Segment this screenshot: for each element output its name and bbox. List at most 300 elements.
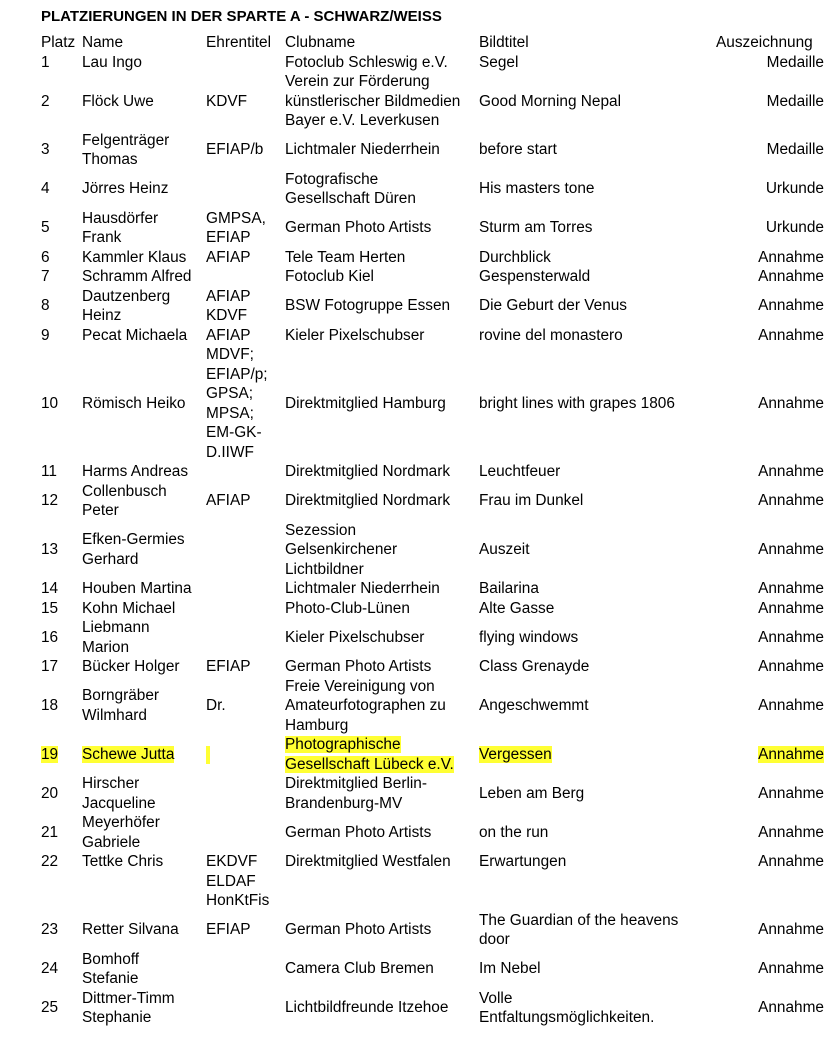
- table-row: [41, 53, 824, 73]
- cell-clubname-line: Brandenburg-MV: [285, 794, 403, 812]
- cell-name-line: Bomhoff: [82, 950, 140, 968]
- cell-bildtitel: [479, 482, 716, 521]
- cell-clubname-line: Fotografische: [285, 170, 379, 188]
- cell-ehrentitel: [206, 911, 285, 950]
- cell-clubname-line: Lichtmaler Niederrhein: [285, 141, 440, 159]
- cell-platz-text: 25: [41, 999, 59, 1017]
- cell-auszeichnung-text: Annahme: [758, 697, 824, 714]
- cell-auszeichnung-text: Annahme: [758, 658, 824, 675]
- cell-platz: [41, 735, 82, 774]
- table-row: [41, 774, 824, 813]
- cell-ehrentitel: [206, 267, 285, 287]
- cell-name-line: Peter: [82, 502, 119, 519]
- header-auszeichnung: Auszeichnung: [716, 34, 813, 51]
- cell-bildtitel-line: Im Nebel: [479, 960, 541, 978]
- cell-auszeichnung: [716, 657, 824, 677]
- cell-name: [82, 774, 206, 813]
- cell-name: [82, 618, 206, 657]
- cell-name: [82, 579, 206, 599]
- cell-clubname: [285, 950, 479, 989]
- cell-auszeichnung: [716, 72, 824, 131]
- cell-ehrentitel-line: AFIAP: [206, 326, 251, 344]
- cell-platz-text: 24: [41, 960, 59, 978]
- cell-platz: [41, 618, 82, 657]
- table-row: [41, 131, 824, 170]
- cell-bildtitel: [479, 911, 716, 950]
- cell-name-line: Pecat Michaela: [82, 326, 188, 344]
- cell-auszeichnung: [716, 482, 824, 521]
- page-title: PLATZIERUNGEN IN DER SPARTE A - SCHWARZ/WEISS: [41, 8, 442, 25]
- cell-platz-text: 18: [41, 697, 59, 714]
- cell-name-line: Wilmhard: [82, 706, 147, 724]
- cell-clubname-line: Lichtmaler Niederrhein: [285, 580, 440, 597]
- cell-name-line: Felgenträger: [82, 131, 170, 149]
- cell-ehrentitel-line: EM-GK-: [206, 424, 262, 441]
- cell-platz-text: 9: [41, 326, 50, 344]
- cell-bildtitel: [479, 521, 716, 580]
- cell-clubname: [285, 657, 479, 677]
- cell-bildtitel: [479, 267, 716, 287]
- cell-clubname-line: Photo-Club-Lünen: [285, 599, 410, 617]
- cell-platz: [41, 287, 82, 326]
- cell-ehrentitel-line: EFIAP: [206, 921, 251, 939]
- cell-bildtitel-line: Vergessen: [479, 745, 552, 763]
- table-row: [41, 326, 824, 346]
- table-row: [41, 618, 824, 657]
- cell-ehrentitel-line: Dr.: [206, 697, 226, 714]
- table-row: [41, 209, 824, 248]
- cell-auszeichnung: [716, 170, 824, 209]
- cell-auszeichnung: [716, 345, 824, 462]
- cell-name: [82, 248, 206, 268]
- cell-clubname-line: Kieler Pixelschubser: [285, 628, 425, 646]
- cell-name: [82, 345, 206, 462]
- table-row: [41, 170, 824, 209]
- cell-clubname: [285, 989, 479, 1028]
- table-row: [41, 657, 824, 677]
- cell-platz-text: 13: [41, 541, 59, 558]
- cell-name: [82, 267, 206, 287]
- cell-bildtitel-line: before start: [479, 141, 557, 159]
- cell-auszeichnung: [716, 989, 824, 1028]
- cell-auszeichnung: [716, 287, 824, 326]
- cell-platz: [41, 911, 82, 950]
- cell-bildtitel-line: His masters tone: [479, 180, 595, 198]
- cell-platz-text: 8: [41, 297, 50, 315]
- cell-auszeichnung: [716, 735, 824, 774]
- table-header-row: [41, 33, 824, 53]
- header-bildtitel: Bildtitel: [479, 34, 529, 51]
- cell-clubname-line: künstlerischer Bildmedien: [285, 92, 461, 110]
- table-body: [41, 53, 824, 1028]
- cell-platz-text: 5: [41, 219, 50, 237]
- cell-auszeichnung-text: Annahme: [758, 268, 824, 285]
- cell-clubname-line: Kieler Pixelschubser: [285, 326, 425, 344]
- cell-name-line: Schewe Jutta: [82, 745, 175, 763]
- cell-ehrentitel-line: AFIAP: [206, 248, 251, 266]
- cell-auszeichnung-text: Urkunde: [765, 219, 824, 237]
- cell-clubname-line: Bayer e.V. Leverkusen: [285, 112, 440, 129]
- cell-clubname: [285, 267, 479, 287]
- cell-name-line: Schramm Alfred: [82, 268, 192, 285]
- cell-name-line: Hausdörfer: [82, 209, 159, 227]
- cell-bildtitel-line: rovine del monastero: [479, 326, 623, 344]
- cell-name: [82, 657, 206, 677]
- cell-ehrentitel-line: AFIAP: [206, 287, 251, 305]
- cell-clubname-line: German Photo Artists: [285, 921, 432, 939]
- cell-name-line: Houben Martina: [82, 580, 192, 597]
- table-row: [41, 248, 824, 268]
- cell-bildtitel: [479, 326, 716, 346]
- cell-platz: [41, 209, 82, 248]
- cell-clubname: [285, 53, 479, 73]
- cell-ehrentitel-line: D.IIWF: [206, 443, 254, 461]
- cell-name: [82, 53, 206, 73]
- cell-ehrentitel: [206, 131, 285, 170]
- cell-platz: [41, 72, 82, 131]
- cell-name-line: Jacqueline: [82, 794, 156, 812]
- cell-bildtitel: [479, 599, 716, 619]
- cell-platz: [41, 345, 82, 462]
- cell-name: [82, 989, 206, 1028]
- cell-platz-text: 15: [41, 599, 59, 617]
- cell-bildtitel: [479, 618, 716, 657]
- cell-ehrentitel: [206, 345, 285, 462]
- cell-name-line: Jörres Heinz: [82, 180, 169, 198]
- cell-clubname: [285, 170, 479, 209]
- cell-auszeichnung: [716, 911, 824, 950]
- cell-auszeichnung-text: Annahme: [758, 463, 824, 480]
- cell-bildtitel: [479, 209, 716, 248]
- cell-clubname: [285, 579, 479, 599]
- cell-name: [82, 677, 206, 736]
- cell-ehrentitel: [206, 462, 285, 482]
- cell-bildtitel: [479, 131, 716, 170]
- table-row: [41, 482, 824, 521]
- cell-auszeichnung: [716, 521, 824, 580]
- cell-clubname-line: Camera Club Bremen: [285, 960, 434, 978]
- cell-bildtitel: [479, 53, 716, 73]
- cell-name-line: Collenbusch: [82, 482, 167, 500]
- header-clubname: Clubname: [285, 34, 356, 51]
- cell-auszeichnung-text: Annahme: [758, 853, 824, 870]
- cell-platz: [41, 482, 82, 521]
- cell-auszeichnung: [716, 267, 824, 287]
- cell-ehrentitel: [206, 209, 285, 248]
- cell-clubname-line: Fotoclub Kiel: [285, 268, 374, 285]
- cell-auszeichnung: [716, 774, 824, 813]
- table-row: [41, 911, 824, 950]
- cell-clubname: [285, 599, 479, 619]
- cell-name-line: Dittmer-Timm: [82, 989, 175, 1007]
- cell-auszeichnung: [716, 579, 824, 599]
- cell-name: [82, 813, 206, 852]
- cell-clubname-line: Amateurfotographen zu: [285, 697, 446, 714]
- cell-auszeichnung: [716, 53, 824, 73]
- cell-name-line: Römisch Heiko: [82, 394, 186, 412]
- cell-name: [82, 735, 206, 774]
- cell-ehrentitel-line: GPSA;: [206, 385, 254, 402]
- cell-clubname-line: Gelsenkirchener: [285, 541, 398, 558]
- cell-clubname-line: Direktmitglied Westfalen: [285, 853, 451, 870]
- cell-bildtitel: [479, 677, 716, 736]
- cell-clubname: [285, 911, 479, 950]
- cell-clubname-line: Gesellschaft Lübeck e.V.: [285, 755, 454, 773]
- cell-ehrentitel-line: AFIAP: [206, 492, 251, 510]
- cell-name: [82, 287, 206, 326]
- cell-platz: [41, 53, 82, 73]
- cell-ehrentitel-line: KDVF: [206, 92, 248, 110]
- cell-clubname-line: Sezession: [285, 521, 357, 539]
- cell-auszeichnung-text: Annahme: [758, 326, 824, 344]
- cell-ehrentitel: [206, 774, 285, 813]
- header-name: Name: [82, 34, 124, 51]
- cell-auszeichnung-text: Annahme: [758, 297, 824, 315]
- cell-ehrentitel-line: GMPSA,: [206, 209, 266, 227]
- cell-auszeichnung: [716, 618, 824, 657]
- cell-clubname: [285, 209, 479, 248]
- cell-bildtitel: [479, 989, 716, 1028]
- cell-clubname-line: Direktmitglied Berlin-: [285, 775, 427, 792]
- cell-platz: [41, 657, 82, 677]
- cell-ehrentitel: [206, 287, 285, 326]
- cell-name-line: Stefanie: [82, 970, 139, 987]
- cell-name-line: Gabriele: [82, 833, 141, 851]
- cell-auszeichnung-text: Annahme: [758, 999, 824, 1017]
- cell-name-line: Dautzenberg: [82, 287, 171, 305]
- cell-bildtitel-line: Auszeit: [479, 541, 530, 558]
- cell-platz: [41, 852, 82, 911]
- cell-bildtitel-line: flying windows: [479, 628, 579, 646]
- cell-clubname: [285, 677, 479, 736]
- cell-name: [82, 462, 206, 482]
- cell-ehrentitel: [206, 170, 285, 209]
- cell-bildtitel: [479, 852, 716, 911]
- cell-platz-text: 22: [41, 853, 59, 870]
- cell-platz-text: 16: [41, 628, 59, 646]
- cell-clubname: [285, 482, 479, 521]
- header-platz: Platz: [41, 34, 76, 51]
- cell-platz-text: 2: [41, 92, 50, 110]
- cell-platz-text: 11: [41, 463, 57, 480]
- cell-auszeichnung-text: Annahme: [758, 541, 824, 558]
- cell-name: [82, 950, 206, 989]
- table-row: [41, 579, 824, 599]
- cell-bildtitel-line: Erwartungen: [479, 853, 567, 870]
- cell-platz: [41, 950, 82, 989]
- cell-clubname-line: German Photo Artists: [285, 658, 432, 675]
- cell-clubname-line: BSW Fotogruppe Essen: [285, 297, 451, 315]
- cell-ehrentitel: [206, 735, 285, 774]
- cell-clubname: [285, 774, 479, 813]
- cell-name-line: Efken-Germies: [82, 531, 185, 549]
- cell-clubname-line: Lichtbildner: [285, 560, 364, 578]
- cell-bildtitel-line: Volle: [479, 989, 513, 1007]
- cell-clubname: [285, 248, 479, 268]
- cell-ehrentitel-line: EKDVF: [206, 853, 258, 870]
- cell-platz-text: 14: [41, 580, 59, 597]
- document: [41, 8, 826, 1028]
- cell-bildtitel-line: Sturm am Torres: [479, 219, 593, 237]
- cell-clubname-line: Direktmitglied Nordmark: [285, 492, 451, 510]
- cell-clubname: [285, 852, 479, 911]
- cell-bildtitel-line: Gespensterwald: [479, 268, 591, 285]
- cell-auszeichnung: [716, 248, 824, 268]
- cell-platz: [41, 267, 82, 287]
- cell-ehrentitel: [206, 677, 285, 736]
- cell-clubname-line: Gesellschaft Düren: [285, 190, 416, 207]
- cell-platz: [41, 774, 82, 813]
- cell-auszeichnung-text: Annahme: [758, 580, 824, 597]
- cell-bildtitel: [479, 287, 716, 326]
- cell-clubname-line: Hamburg: [285, 716, 349, 734]
- cell-platz: [41, 248, 82, 268]
- cell-clubname-line: Verein zur Förderung: [285, 73, 430, 90]
- cell-ehrentitel: [206, 521, 285, 580]
- cell-name-line: Kohn Michael: [82, 599, 176, 617]
- table-row: [41, 989, 824, 1028]
- cell-bildtitel-line: Class Grenayde: [479, 658, 590, 675]
- cell-platz: [41, 579, 82, 599]
- cell-platz-text: 17: [41, 658, 59, 675]
- cell-bildtitel: [479, 579, 716, 599]
- cell-bildtitel-line: Die Geburt der Venus: [479, 297, 628, 315]
- cell-bildtitel: [479, 813, 716, 852]
- cell-platz: [41, 989, 82, 1028]
- cell-platz-text: 23: [41, 921, 59, 939]
- cell-platz: [41, 326, 82, 346]
- cell-bildtitel: [479, 72, 716, 131]
- highlight-marker: [206, 746, 210, 764]
- cell-auszeichnung-text: Annahme: [758, 745, 824, 763]
- cell-ehrentitel-line: HonKtFis: [206, 892, 270, 909]
- cell-ehrentitel-line: EFIAP/b: [206, 141, 264, 159]
- cell-name-line: Borngräber: [82, 687, 159, 705]
- cell-clubname: [285, 345, 479, 462]
- cell-bildtitel-line: Alte Gasse: [479, 599, 555, 617]
- cell-clubname: [285, 735, 479, 774]
- table-row: [41, 345, 824, 462]
- cell-auszeichnung-text: Medaille: [766, 92, 824, 110]
- cell-name: [82, 72, 206, 131]
- cell-name-line: Meyerhöfer: [82, 814, 160, 831]
- cell-auszeichnung-text: Urkunde: [765, 180, 824, 198]
- cell-clubname-line: Photographische: [285, 736, 401, 753]
- table-row: [41, 287, 824, 326]
- cell-bildtitel: [479, 735, 716, 774]
- cell-bildtitel: [479, 774, 716, 813]
- cell-clubname: [285, 131, 479, 170]
- cell-name: [82, 911, 206, 950]
- cell-name-line: Frank: [82, 229, 122, 246]
- cell-ehrentitel-line: EFIAP: [206, 229, 251, 246]
- cell-bildtitel: [479, 170, 716, 209]
- cell-name-line: Retter Silvana: [82, 921, 179, 939]
- cell-name: [82, 170, 206, 209]
- table-row: [41, 735, 824, 774]
- cell-bildtitel: [479, 248, 716, 268]
- cell-name: [82, 326, 206, 346]
- table-row: [41, 950, 824, 989]
- cell-ehrentitel: [206, 482, 285, 521]
- cell-auszeichnung-text: Annahme: [758, 394, 824, 412]
- table-row: [41, 267, 824, 287]
- cell-clubname: [285, 618, 479, 657]
- cell-bildtitel-line: Frau im Dunkel: [479, 492, 584, 510]
- cell-ehrentitel: [206, 579, 285, 599]
- cell-clubname-line: Fotoclub Schleswig e.V.: [285, 53, 448, 71]
- cell-platz-text: 10: [41, 394, 59, 412]
- cell-clubname: [285, 462, 479, 482]
- cell-name-line: Lau Ingo: [82, 53, 142, 71]
- cell-platz: [41, 677, 82, 736]
- cell-clubname-line: Tele Team Herten: [285, 248, 406, 266]
- table-row: [41, 599, 824, 619]
- cell-ehrentitel: [206, 72, 285, 131]
- cell-bildtitel-line: Leuchtfeuer: [479, 463, 561, 480]
- cell-bildtitel-line: The Guardian of the heavens: [479, 911, 679, 929]
- cell-auszeichnung-text: Annahme: [758, 823, 824, 841]
- cell-name: [82, 852, 206, 911]
- cell-auszeichnung: [716, 209, 824, 248]
- cell-ehrentitel-line: ELDAF: [206, 872, 256, 890]
- cell-clubname-line: Direktmitglied Hamburg: [285, 394, 446, 412]
- cell-clubname: [285, 521, 479, 580]
- results-table: [41, 33, 824, 1028]
- cell-platz-text: 4: [41, 180, 50, 198]
- cell-auszeichnung: [716, 677, 824, 736]
- cell-ehrentitel: [206, 599, 285, 619]
- cell-clubname: [285, 287, 479, 326]
- cell-platz: [41, 170, 82, 209]
- cell-platz: [41, 599, 82, 619]
- cell-clubname: [285, 326, 479, 346]
- cell-clubname-line: Freie Vereinigung von: [285, 677, 435, 695]
- table-row: [41, 813, 824, 852]
- table-row: [41, 72, 824, 131]
- cell-name-line: Gerhard: [82, 550, 139, 568]
- cell-ehrentitel: [206, 950, 285, 989]
- cell-auszeichnung-text: Medaille: [766, 53, 824, 71]
- cell-ehrentitel: [206, 53, 285, 73]
- cell-name-line: Tettke Chris: [82, 853, 164, 870]
- cell-ehrentitel: [206, 326, 285, 346]
- table-row: [41, 462, 824, 482]
- cell-auszeichnung-text: Annahme: [758, 248, 824, 266]
- cell-platz: [41, 521, 82, 580]
- cell-auszeichnung: [716, 599, 824, 619]
- cell-bildtitel-line: bright lines with grapes 1806: [479, 394, 675, 412]
- cell-name-line: Kammler Klaus: [82, 248, 187, 266]
- table-row: [41, 852, 824, 911]
- cell-platz-text: 20: [41, 784, 59, 802]
- cell-ehrentitel: [206, 618, 285, 657]
- cell-bildtitel: [479, 950, 716, 989]
- cell-clubname-line: Direktmitglied Nordmark: [285, 463, 451, 480]
- cell-ehrentitel-line: MPSA;: [206, 404, 254, 422]
- cell-platz-text: 1: [41, 53, 50, 71]
- cell-name-line: Hirscher: [82, 775, 140, 792]
- cell-platz-text: 7: [41, 268, 50, 285]
- cell-name: [82, 599, 206, 619]
- cell-platz: [41, 131, 82, 170]
- cell-auszeichnung: [716, 852, 824, 911]
- cell-bildtitel-line: Bailarina: [479, 580, 539, 597]
- cell-bildtitel: [479, 345, 716, 462]
- table-row: [41, 677, 824, 736]
- cell-bildtitel-line: Angeschwemmt: [479, 697, 589, 714]
- cell-auszeichnung-text: Annahme: [758, 784, 824, 802]
